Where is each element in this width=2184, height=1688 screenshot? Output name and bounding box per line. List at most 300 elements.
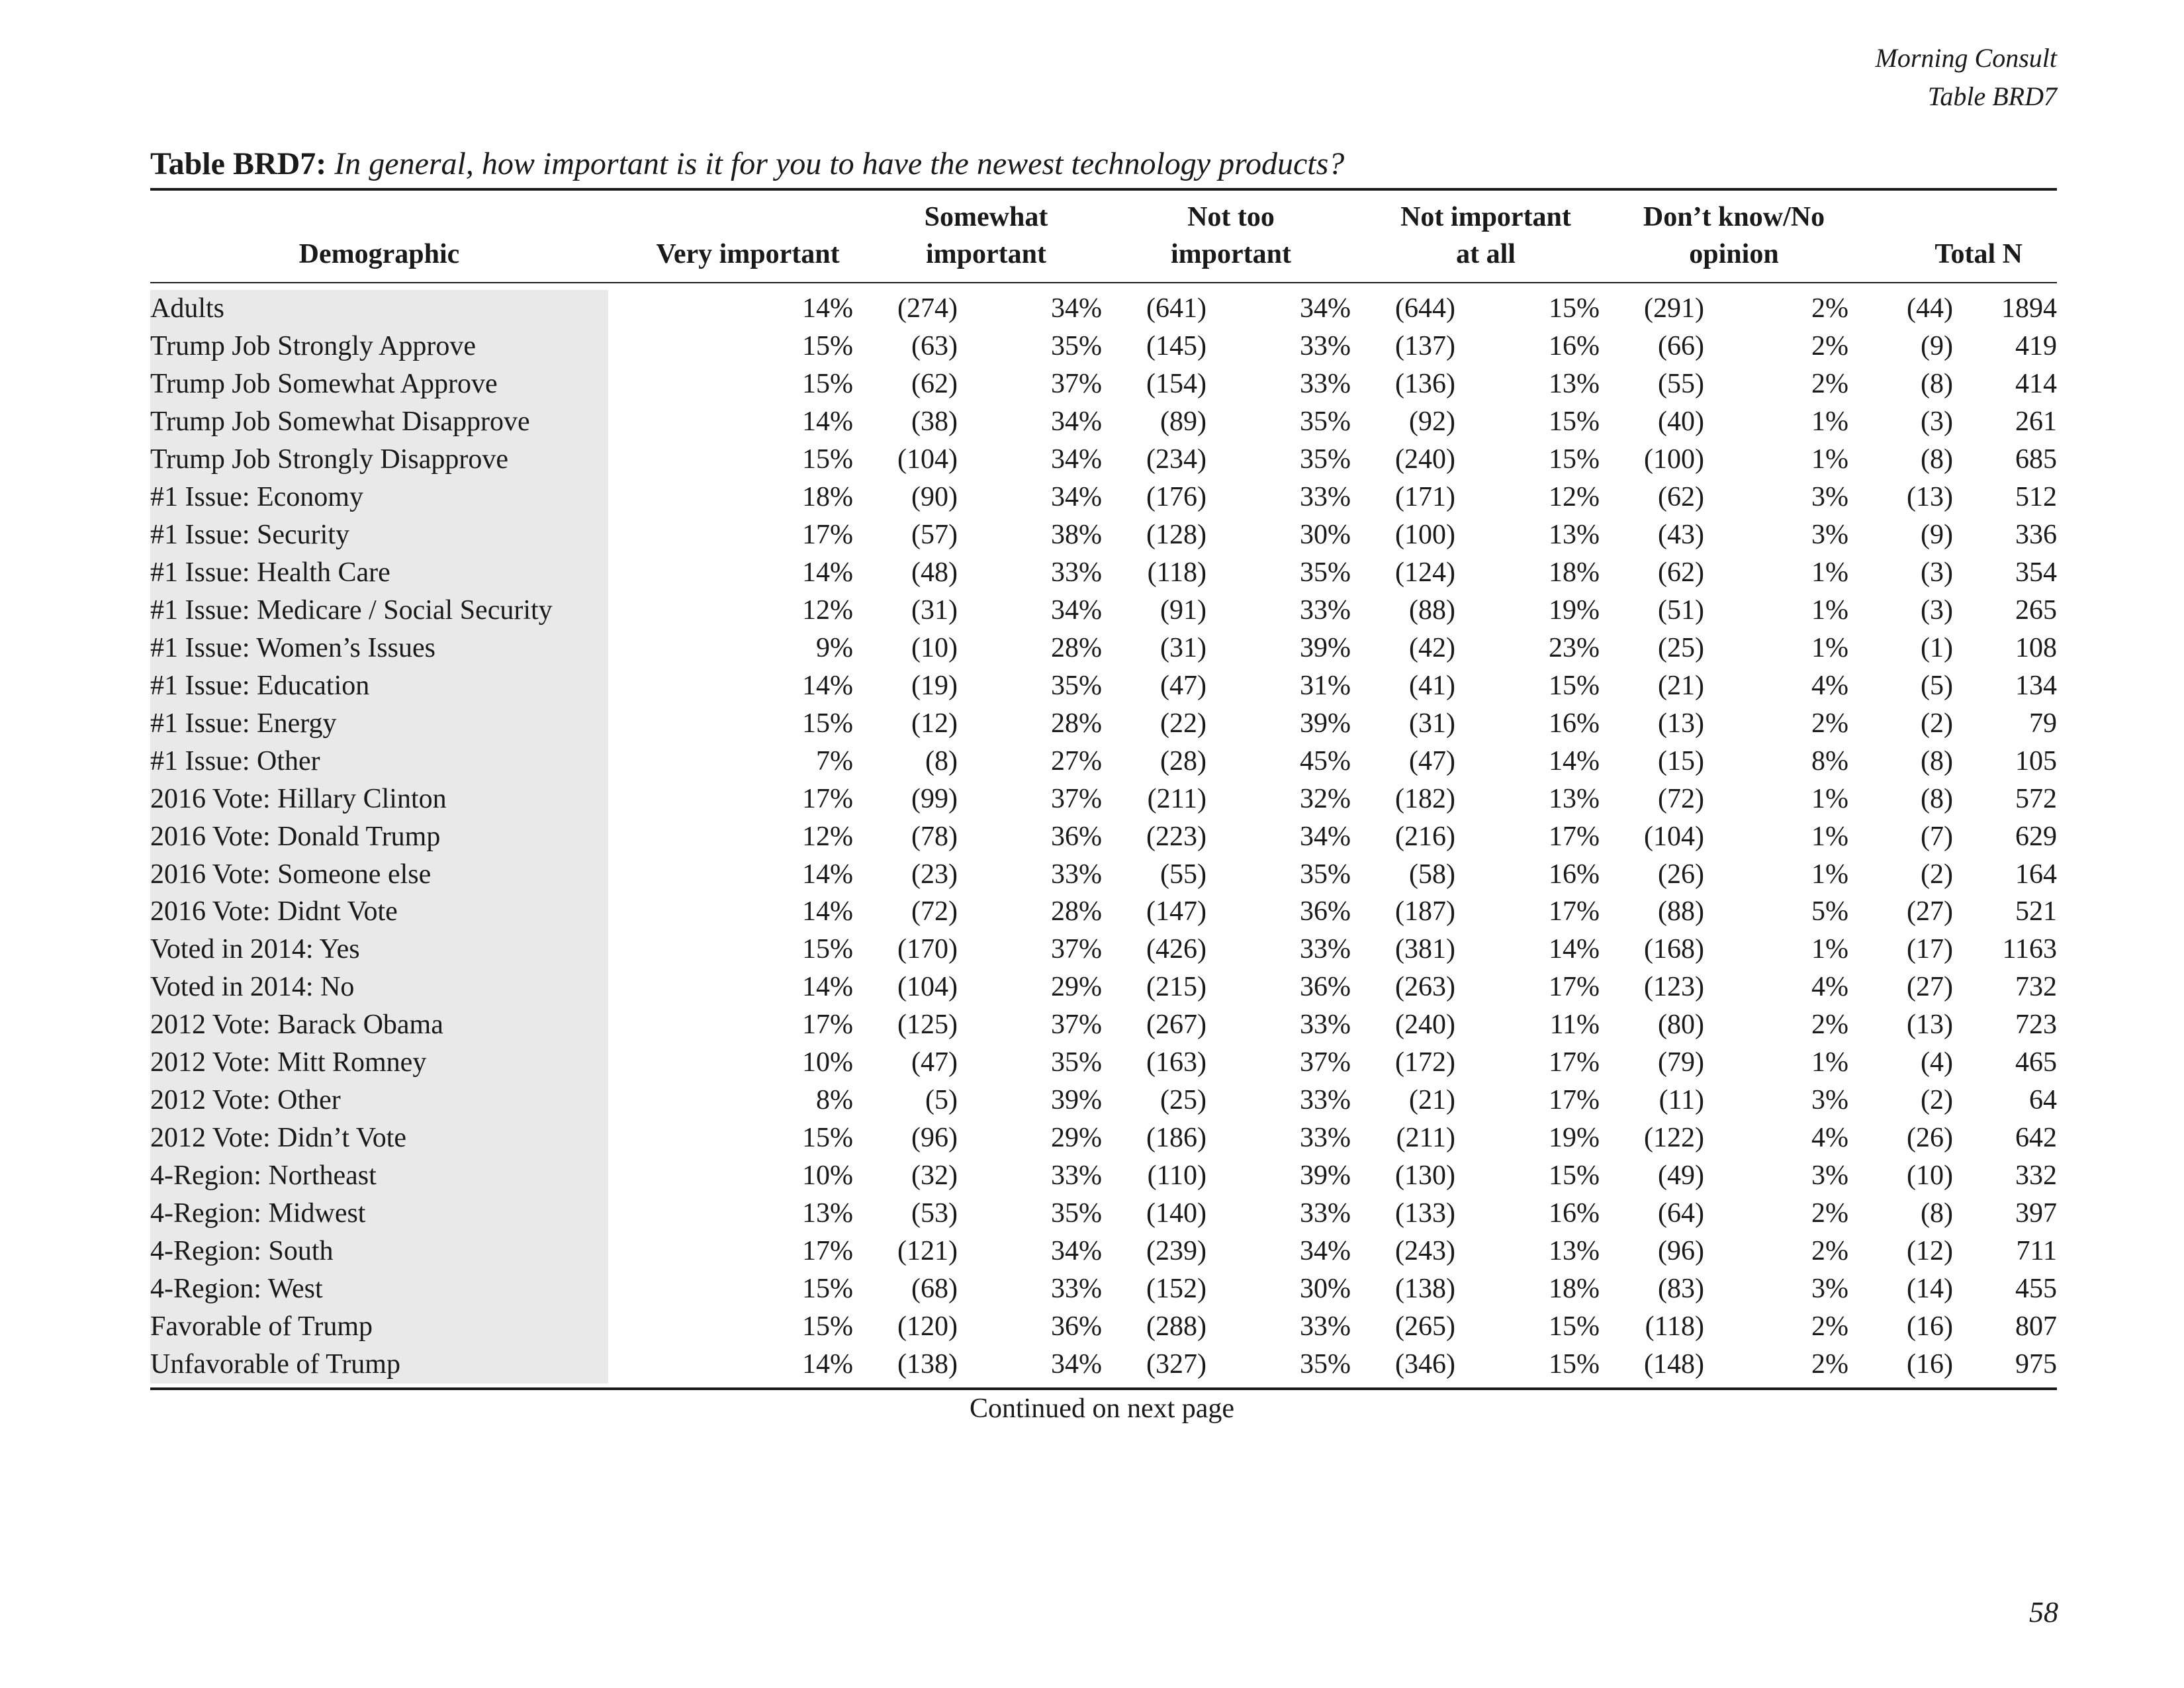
cell-count: (123) (1644, 972, 1704, 1003)
col-demographic: Demographic (298, 239, 460, 269)
cell-count: (91) (1160, 594, 1206, 626)
cell-percent: 14% (802, 557, 853, 588)
cell-count: (8) (1921, 783, 1953, 814)
cell-total-n: 336 (2015, 520, 2057, 551)
cell-percent: 1% (1811, 783, 1848, 814)
cell-count: (19) (911, 670, 958, 701)
row-label: 2012 Vote: Barack Obama (150, 1009, 443, 1041)
cell-percent: 2% (1811, 369, 1848, 400)
cell-count: (5) (1921, 670, 1953, 701)
row-label: #1 Issue: Security (150, 520, 349, 551)
cell-total-n: 455 (2015, 1273, 2057, 1304)
table-row (150, 441, 2057, 479)
cell-percent: 32% (1300, 783, 1351, 814)
cell-count: (120) (897, 1311, 958, 1342)
cell-count: (172) (1395, 1047, 1455, 1078)
table-row (150, 780, 2057, 818)
cell-percent: 34% (1051, 482, 1102, 513)
cell-percent: 29% (1051, 972, 1102, 1003)
cell-percent: 34% (1051, 1348, 1102, 1380)
table-row (150, 742, 2057, 780)
row-label: 2016 Vote: Someone else (150, 859, 432, 890)
cell-count: (8) (1921, 1197, 1953, 1229)
cell-percent: 1% (1811, 444, 1848, 475)
cell-count: (92) (1409, 406, 1455, 438)
table-row (150, 592, 2057, 630)
cell-count: (327) (1146, 1348, 1206, 1380)
cell-percent: 17% (1549, 972, 1600, 1003)
cell-percent: 33% (1051, 1160, 1102, 1192)
col-not-too-important (1132, 199, 1330, 273)
cell-percent: 17% (1549, 1047, 1600, 1078)
cell-total-n: 64 (2029, 1085, 2057, 1116)
cell-count: (140) (1146, 1197, 1206, 1229)
cell-count: (211) (1396, 1123, 1455, 1154)
cell-count: (62) (1658, 557, 1704, 588)
cell-percent: 17% (802, 1235, 853, 1266)
cell-count: (48) (911, 557, 958, 588)
cell-total-n: 1163 (2002, 934, 2057, 965)
cell-percent: 14% (802, 859, 853, 890)
cell-percent: 1% (1811, 594, 1848, 626)
cell-count: (78) (911, 821, 958, 852)
table-row (150, 855, 2057, 893)
cell-percent: 15% (802, 1123, 853, 1154)
cell-count: (138) (1395, 1273, 1455, 1304)
cell-percent: 15% (1549, 1160, 1600, 1192)
cell-percent: 3% (1811, 1085, 1848, 1116)
cell-percent: 1% (1811, 1047, 1848, 1078)
cell-percent: 39% (1300, 632, 1351, 663)
col-somewhat-line1: Somewhat (924, 202, 1048, 232)
cell-count: (170) (897, 934, 958, 965)
cell-percent: 1% (1811, 821, 1848, 852)
cell-count: (168) (1644, 934, 1704, 965)
col-nottoo-line2: important (1171, 239, 1291, 269)
table-row (150, 1195, 2057, 1233)
cell-percent: 36% (1300, 972, 1351, 1003)
cell-count: (152) (1146, 1273, 1206, 1304)
table-row (150, 1157, 2057, 1195)
cell-count: (644) (1395, 293, 1455, 324)
cell-percent: 2% (1811, 293, 1848, 324)
cell-count: (223) (1146, 821, 1206, 852)
row-label: Favorable of Trump (150, 1311, 373, 1342)
row-label: 2012 Vote: Mitt Romney (150, 1047, 427, 1078)
cell-count: (31) (1160, 632, 1206, 663)
cell-percent: 8% (1811, 745, 1848, 776)
table-title-question: In general, how important is it for you to have the newest technology products? (334, 146, 1345, 181)
cell-percent: 34% (1051, 293, 1102, 324)
cell-count: (8) (1921, 444, 1953, 475)
cell-count: (3) (1921, 557, 1953, 588)
table-row (150, 1345, 2057, 1383)
cell-count: (26) (1907, 1123, 1953, 1154)
cell-count: (7) (1921, 821, 1953, 852)
cell-percent: 33% (1300, 369, 1351, 400)
cell-count: (2) (1921, 708, 1953, 739)
col-somewhat-important (887, 199, 1085, 273)
cell-count: (49) (1658, 1160, 1704, 1192)
row-label: 4-Region: Midwest (150, 1197, 366, 1229)
cell-count: (28) (1160, 745, 1206, 776)
cell-count: (55) (1658, 369, 1704, 400)
cell-total-n: 521 (2015, 896, 2057, 927)
cell-percent: 14% (802, 406, 853, 438)
cell-percent: 11% (1549, 1009, 1600, 1041)
cell-percent: 2% (1811, 331, 1848, 362)
cell-percent: 4% (1811, 670, 1848, 701)
cell-percent: 14% (1549, 934, 1600, 965)
col-nottoo-line1: Not too (1187, 202, 1275, 232)
cell-percent: 37% (1300, 1047, 1351, 1078)
cell-count: (234) (1146, 444, 1206, 475)
table-row (150, 403, 2057, 441)
cell-total-n: 164 (2015, 859, 2057, 890)
row-label: #1 Issue: Education (150, 670, 370, 701)
cell-percent: 33% (1300, 1085, 1351, 1116)
cell-percent: 1% (1811, 632, 1848, 663)
cell-percent: 15% (1549, 1348, 1600, 1380)
table-row (150, 479, 2057, 516)
cell-count: (25) (1160, 1085, 1206, 1116)
table-row (150, 290, 2057, 328)
cell-percent: 33% (1051, 557, 1102, 588)
col-very-important: Very important (656, 239, 840, 269)
row-label: 2016 Vote: Donald Trump (150, 821, 441, 852)
table-row (150, 328, 2057, 365)
cell-percent: 34% (1051, 1235, 1102, 1266)
top-rule (150, 188, 2057, 191)
row-label: 2012 Vote: Didn’t Vote (150, 1123, 407, 1154)
cell-count: (51) (1658, 594, 1704, 626)
cell-percent: 15% (802, 369, 853, 400)
cell-percent: 17% (1549, 821, 1600, 852)
row-label: 4-Region: South (150, 1235, 334, 1266)
table-row (150, 704, 2057, 742)
cell-total-n: 465 (2015, 1047, 2057, 1078)
table-row (150, 1270, 2057, 1307)
col-dk-line1: Don’t know/No (1643, 202, 1825, 232)
cell-count: (55) (1160, 859, 1206, 890)
cell-count: (72) (911, 896, 958, 927)
cell-percent: 37% (1051, 369, 1102, 400)
cell-count: (13) (1907, 482, 1953, 513)
row-label: #1 Issue: Energy (150, 708, 337, 739)
cell-count: (13) (1658, 708, 1704, 739)
cell-percent: 14% (802, 972, 853, 1003)
table-row (150, 1006, 2057, 1044)
cell-count: (239) (1146, 1235, 1206, 1266)
cell-count: (641) (1146, 293, 1206, 324)
table-title (150, 146, 1344, 182)
cell-percent: 10% (802, 1047, 853, 1078)
cell-count: (100) (1395, 520, 1455, 551)
cell-percent: 2% (1811, 1311, 1848, 1342)
cell-count: (187) (1395, 896, 1455, 927)
cell-percent: 15% (802, 708, 853, 739)
cell-count: (104) (1644, 821, 1704, 852)
cell-total-n: 397 (2015, 1197, 2057, 1229)
cell-count: (44) (1907, 293, 1953, 324)
cell-percent: 17% (802, 520, 853, 551)
row-label: 2016 Vote: Hillary Clinton (150, 783, 447, 814)
cell-count: (182) (1395, 783, 1455, 814)
cell-count: (5) (925, 1085, 958, 1116)
cell-count: (25) (1658, 632, 1704, 663)
cell-count: (426) (1146, 934, 1206, 965)
cell-count: (13) (1907, 1009, 1953, 1041)
cell-percent: 33% (1300, 1311, 1351, 1342)
cell-percent: 14% (1549, 745, 1600, 776)
cell-count: (148) (1644, 1348, 1704, 1380)
col-dk-line2: opinion (1689, 239, 1779, 269)
cell-percent: 34% (1051, 444, 1102, 475)
cell-total-n: 975 (2015, 1348, 2057, 1380)
row-label: Unfavorable of Trump (150, 1348, 400, 1380)
cell-count: (381) (1395, 934, 1455, 965)
cell-percent: 12% (1549, 482, 1600, 513)
cell-percent: 37% (1051, 1009, 1102, 1041)
cell-percent: 3% (1811, 1160, 1848, 1192)
cell-percent: 36% (1300, 896, 1351, 927)
cell-count: (63) (911, 331, 958, 362)
cell-percent: 10% (802, 1160, 853, 1192)
cell-percent: 15% (1549, 444, 1600, 475)
cell-count: (186) (1146, 1123, 1206, 1154)
cell-count: (3) (1921, 594, 1953, 626)
cell-percent: 35% (1300, 557, 1351, 588)
row-label: #1 Issue: Health Care (150, 557, 390, 588)
cell-total-n: 332 (2015, 1160, 2057, 1192)
page-number: 58 (2029, 1596, 2058, 1628)
cell-percent: 2% (1811, 708, 1848, 739)
col-somewhat-line2: important (926, 239, 1046, 269)
table-row (150, 1082, 2057, 1119)
cell-percent: 35% (1051, 670, 1102, 701)
cell-percent: 7% (816, 745, 853, 776)
cell-count: (171) (1395, 482, 1455, 513)
cell-percent: 28% (1051, 896, 1102, 927)
cell-count: (2) (1921, 1085, 1953, 1116)
table-row (150, 667, 2057, 704)
cell-count: (8) (1921, 745, 1953, 776)
cell-percent: 13% (1549, 783, 1600, 814)
cell-percent: 2% (1811, 1009, 1848, 1041)
cell-count: (4) (1921, 1047, 1953, 1078)
cell-count: (88) (1409, 594, 1455, 626)
cell-count: (57) (911, 520, 958, 551)
cell-percent: 37% (1051, 934, 1102, 965)
cell-percent: 15% (802, 1273, 853, 1304)
row-label: #1 Issue: Medicare / Social Security (150, 594, 553, 626)
cell-count: (12) (911, 708, 958, 739)
row-label: Trump Job Somewhat Disapprove (150, 406, 530, 438)
cell-percent: 33% (1300, 331, 1351, 362)
cell-percent: 13% (1549, 520, 1600, 551)
cell-count: (100) (1644, 444, 1704, 475)
cell-percent: 34% (1300, 821, 1351, 852)
cell-percent: 9% (816, 632, 853, 663)
cell-count: (9) (1921, 520, 1953, 551)
cell-percent: 17% (1549, 1085, 1600, 1116)
cell-percent: 23% (1549, 632, 1600, 663)
table-row (150, 516, 2057, 554)
cell-percent: 34% (1051, 594, 1102, 626)
cell-count: (66) (1658, 331, 1704, 362)
cell-percent: 36% (1051, 821, 1102, 852)
cell-count: (154) (1146, 369, 1206, 400)
cell-count: (8) (1921, 369, 1953, 400)
cell-percent: 33% (1300, 482, 1351, 513)
cell-count: (291) (1644, 293, 1704, 324)
cell-count: (72) (1658, 783, 1704, 814)
table-row (150, 629, 2057, 667)
cell-percent: 12% (802, 821, 853, 852)
cell-total-n: 723 (2015, 1009, 2057, 1041)
cell-count: (267) (1146, 1009, 1206, 1041)
col-dont-know (1608, 199, 1860, 273)
cell-total-n: 414 (2015, 369, 2057, 400)
cell-percent: 13% (1549, 369, 1600, 400)
table-row (150, 931, 2057, 968)
cell-percent: 34% (1300, 293, 1351, 324)
cell-percent: 33% (1300, 594, 1351, 626)
table-row (150, 1307, 2057, 1345)
cell-percent: 5% (1811, 896, 1848, 927)
cell-count: (79) (1658, 1047, 1704, 1078)
table-row (150, 968, 2057, 1006)
cell-count: (88) (1658, 896, 1704, 927)
row-label: Trump Job Somewhat Approve (150, 369, 498, 400)
cell-count: (31) (1409, 708, 1455, 739)
cell-percent: 33% (1300, 934, 1351, 965)
cell-count: (118) (1147, 557, 1206, 588)
cell-count: (145) (1146, 331, 1206, 362)
cell-count: (136) (1395, 369, 1455, 400)
cell-count: (16) (1907, 1311, 1953, 1342)
row-label: Trump Job Strongly Disapprove (150, 444, 508, 475)
cell-count: (16) (1907, 1348, 1953, 1380)
cell-total-n: 79 (2029, 708, 2057, 739)
header-publisher: Morning Consult (1875, 43, 2057, 73)
cell-percent: 35% (1300, 1348, 1351, 1380)
cell-count: (14) (1907, 1273, 1953, 1304)
cell-percent: 38% (1051, 520, 1102, 551)
cell-percent: 28% (1051, 708, 1102, 739)
row-label: 4-Region: West (150, 1273, 323, 1304)
cell-percent: 15% (1549, 1311, 1600, 1342)
cell-percent: 17% (1549, 896, 1600, 927)
cell-percent: 16% (1549, 331, 1600, 362)
cell-count: (8) (925, 745, 958, 776)
cell-count: (31) (911, 594, 958, 626)
cell-percent: 14% (802, 1348, 853, 1380)
cell-count: (263) (1395, 972, 1455, 1003)
cell-percent: 35% (1051, 331, 1102, 362)
cell-count: (216) (1395, 821, 1455, 852)
cell-total-n: 732 (2015, 972, 2057, 1003)
cell-percent: 30% (1300, 520, 1351, 551)
cell-percent: 33% (1051, 859, 1102, 890)
cell-total-n: 419 (2015, 331, 2057, 362)
cell-count: (47) (1160, 670, 1206, 701)
table-row (150, 1044, 2057, 1082)
cell-count: (10) (1907, 1160, 1953, 1192)
cell-total-n: 354 (2015, 557, 2057, 588)
cell-percent: 34% (1300, 1235, 1351, 1266)
cell-total-n: 512 (2015, 482, 2057, 513)
cell-percent: 15% (802, 331, 853, 362)
row-label: 4-Region: Northeast (150, 1160, 377, 1192)
cell-percent: 39% (1300, 1160, 1351, 1192)
cell-count: (118) (1645, 1311, 1704, 1342)
cell-percent: 13% (1549, 1235, 1600, 1266)
cell-count: (104) (897, 972, 958, 1003)
cell-total-n: 807 (2015, 1311, 2057, 1342)
cell-count: (211) (1147, 783, 1206, 814)
cell-percent: 4% (1811, 1123, 1848, 1154)
cell-count: (62) (911, 369, 958, 400)
cell-count: (274) (897, 293, 958, 324)
cell-percent: 29% (1051, 1123, 1102, 1154)
row-label: Trump Job Strongly Approve (150, 331, 477, 362)
cell-percent: 35% (1051, 1047, 1102, 1078)
cell-count: (64) (1658, 1197, 1704, 1229)
cell-percent: 15% (1549, 406, 1600, 438)
cell-percent: 33% (1300, 1009, 1351, 1041)
cell-count: (137) (1395, 331, 1455, 362)
cell-total-n: 105 (2015, 745, 2057, 776)
cell-count: (104) (897, 444, 958, 475)
table-row (150, 365, 2057, 403)
col-notimp-line2: at all (1456, 239, 1516, 269)
cell-percent: 31% (1300, 670, 1351, 701)
cell-percent: 35% (1300, 444, 1351, 475)
cell-count: (9) (1921, 331, 1953, 362)
cell-count: (1) (1921, 632, 1953, 663)
cell-percent: 33% (1300, 1123, 1351, 1154)
cell-count: (40) (1658, 406, 1704, 438)
cell-count: (22) (1160, 708, 1206, 739)
cell-count: (176) (1146, 482, 1206, 513)
cell-count: (68) (911, 1273, 958, 1304)
cell-count: (128) (1146, 520, 1206, 551)
table-row (150, 818, 2057, 855)
cell-percent: 2% (1811, 1235, 1848, 1266)
cell-total-n: 572 (2015, 783, 2057, 814)
cell-total-n: 108 (2015, 632, 2057, 663)
row-label: #1 Issue: Economy (150, 482, 363, 513)
cell-percent: 2% (1811, 1348, 1848, 1380)
cell-count: (10) (911, 632, 958, 663)
table-row (150, 893, 2057, 931)
cell-percent: 33% (1051, 1273, 1102, 1304)
cell-count: (215) (1146, 972, 1206, 1003)
cell-percent: 18% (802, 482, 853, 513)
cell-count: (133) (1395, 1197, 1455, 1229)
cell-percent: 16% (1549, 1197, 1600, 1229)
cell-count: (12) (1907, 1235, 1953, 1266)
cell-percent: 17% (802, 1009, 853, 1041)
cell-count: (58) (1409, 859, 1455, 890)
cell-percent: 18% (1549, 1273, 1600, 1304)
cell-percent: 3% (1811, 1273, 1848, 1304)
cell-count: (2) (1921, 859, 1953, 890)
cell-count: (32) (911, 1160, 958, 1192)
cell-count: (138) (897, 1348, 958, 1380)
cell-count: (122) (1644, 1123, 1704, 1154)
